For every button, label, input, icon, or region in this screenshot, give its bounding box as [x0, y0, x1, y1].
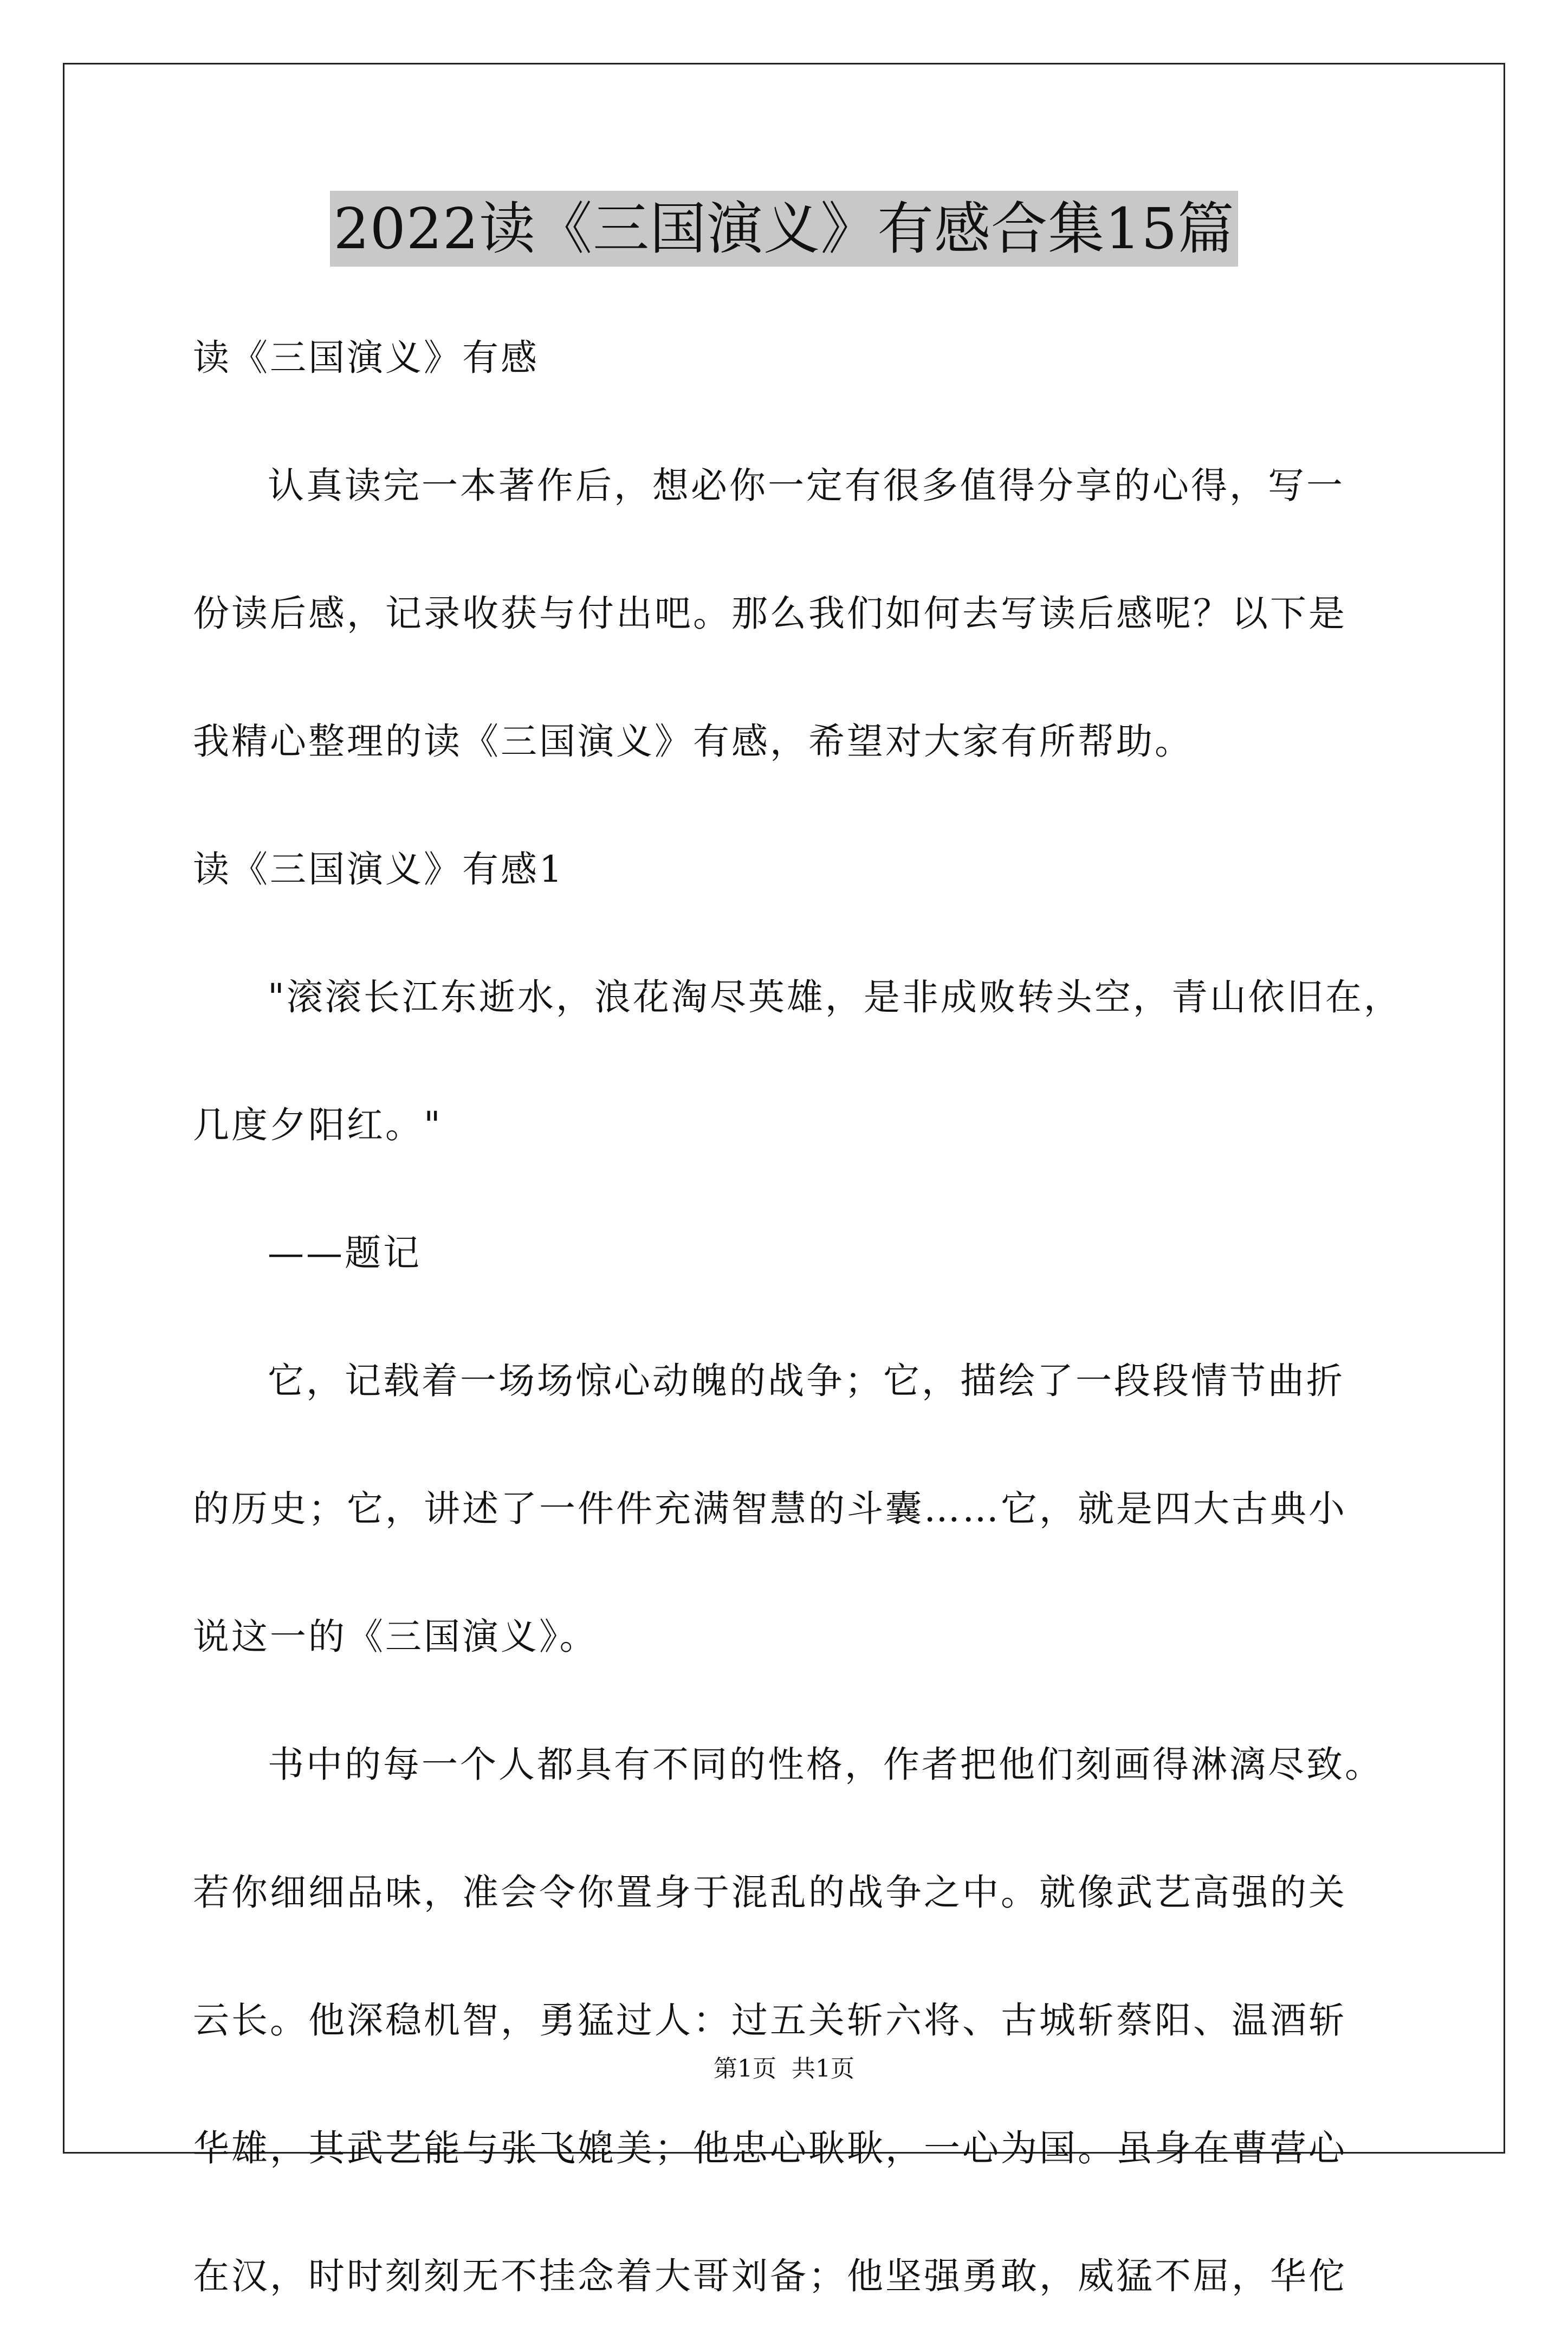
quote-line: "滚滚长江东逝水，浪花淘尽英雄，是非成败转头空，青山依旧在，	[268, 976, 1402, 1018]
paragraph-line: 若你细细品味，准会令你置身于混乱的战争之中。就像武艺高强的关	[193, 1871, 1347, 1914]
page-number: 第1页	[714, 2055, 776, 2083]
quote-line: 几度夕阳红。"	[193, 1104, 443, 1146]
section-heading: 读《三国演义》有感1	[193, 848, 565, 890]
paragraph-line: 我精心整理的读《三国演义》有感，希望对大家有所帮助。	[193, 720, 1193, 762]
paragraph-line: 它，记载着一场场惊心动魄的战争；它，描绘了一段段情节曲折	[268, 1360, 1345, 1402]
document-title: 2022读《三国演义》有感合集15篇	[330, 191, 1237, 267]
page-total: 共1页	[792, 2055, 854, 2083]
epigraph-attribution: ——题记	[268, 1232, 422, 1274]
page-footer	[0, 2053, 1568, 2085]
section-heading: 读《三国演义》有感	[193, 337, 539, 379]
title-container	[0, 191, 1568, 267]
paragraph-line: 书中的每一个人都具有不同的性格，作者把他们刻画得淋漓尽致。	[268, 1743, 1383, 1786]
paragraph-line: 份读后感，记录收获与付出吧。那么我们如何去写读后感呢？以下是	[193, 592, 1347, 635]
paragraph-line: 认真读完一本著作后，想必你一定有很多值得分享的心得，写一	[268, 464, 1345, 507]
paragraph-line: 说这一的《三国演义》。	[193, 1615, 598, 1658]
document-body	[193, 294, 1402, 2340]
paragraph-line: 的历史；它，讲述了一件件充满智慧的斗囊……它，就是四大古典小	[193, 1488, 1347, 1530]
paragraph-line: 在汉，时时刻刻无不挂念着大哥刘备；他坚强勇敢，威猛不屈，华佗	[193, 2255, 1347, 2297]
paragraph-line: 华雄，其武艺能与张飞媲美；他忠心耿耿，一心为国。虽身在曹营心	[193, 2127, 1347, 2169]
paragraph-line: 云长。他深稳机智，勇猛过人：过五关斩六将、古城斩蔡阳、温酒斩	[193, 1999, 1347, 2041]
